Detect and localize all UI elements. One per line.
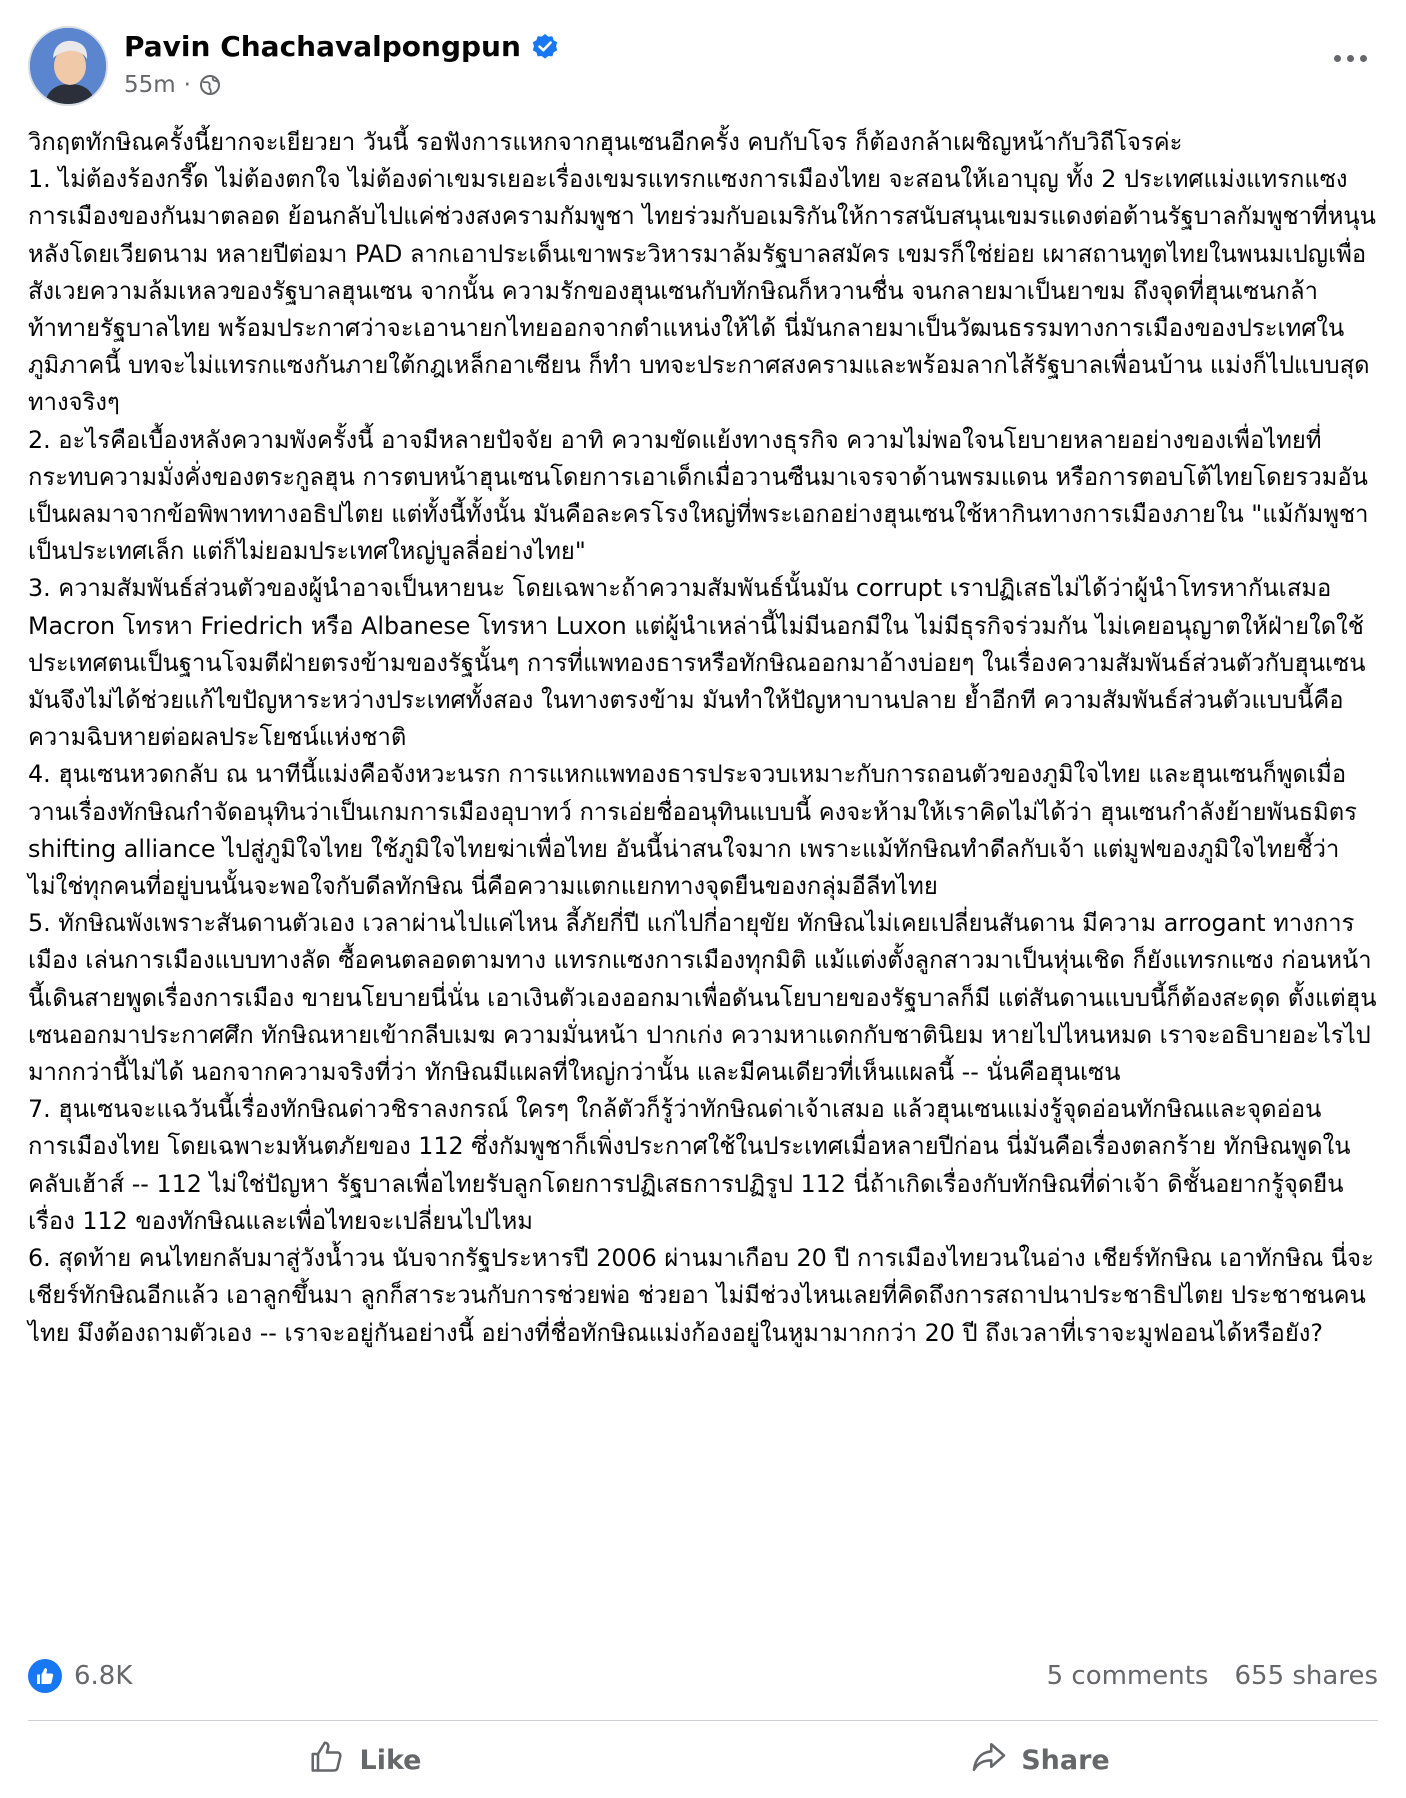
post-body <box>28 124 1380 1352</box>
shares-count[interactable]: 655 shares <box>1234 1661 1378 1691</box>
author-name[interactable] <box>124 30 559 63</box>
verified-badge-icon <box>531 33 559 61</box>
post-paragraph: 1. ไม่ต้องร้องกรี๊ด ไม่ต้องตกใจ ไม่ต้องด่าเขมรเยอะเรื่องเขมรแทรกแซงการเมืองไทย จะสอนให้เอาบุญ ทั้ง 2 ประเทศแม่งแทรกแซงการเมืองของกันมาตลอด ย้อนกลับไปแค่ช่วงสงครามกัมพูชา ไทยร่วมกับอเมริกันให้การสนับสนุนเขมรแดงต่อต้านรัฐบาลกัมพูชาที่หนุนหลังโดยเวียดนาม หลายปีต่อมา PAD ลากเอาประเด็นเขาพระวิหารมาล้มรัฐบาลสมัคร เขมรก็ใช่ย่อย เผาสถานทูตไทยในพนมเปญเพื่อสังเวยความล้มเหลวของรัฐบาลฮุนเซน จากนั้น ความรักของฮุนเซนกับทักษิณก็หวานชื่น จนกลายมาเป็นยาขม ถึงจุดที่ฮุนเซนกล้าท้าทายรัฐบาลไทย พร้อมประกาศว่าจะเอานายกไทยออกจากตำแหน่งให้ได้ นี่มันกลายมาเป็นวัฒนธรรมทางการเมืองของประเทศในภูมิภาคนี้ บทจะไม่แทรกแซงกันภายใต้กฎเหล็กอาเซียน ก็ทำ บทจะประกาศสงครามและพร้อมลากไส้รัฐบาลเพื่อนบ้าน แม่งก็ไปแบบสุดทางจริงๆ <box>28 165 1376 417</box>
post-timestamp[interactable]: 55m <box>124 72 176 98</box>
post-paragraph: 2. อะไรคือเบื้องหลังความพังครั้งนี้ อาจมีหลายปัจจัย อาทิ ความขัดแย้งทางธุรกิจ ความไม่พอใจนโยบายหลายอย่างของเพื่อไทยที่กระทบความมั่งคั่งของตระกูลฮุน การตบหน้าฮุนเซนโดยการเอาเด็กเมื่อวานซืนมาเจรจาด้านพรมแดน หรือการตอบโต้ไทยโดยรวมอันเป็นผลมาจากข้อพิพาททางอธิปไตย แต่ทั้งนี้ทั้งนั้น มันคือละครโรงใหญ่ที่พระเอกอย่างฮุนเซนใช้หากินทางการเมืองภายใน "แม้กัมพูชาเป็นประเทศเล็ก แต่ก็ไม่ยอมประเทศใหญ่บูลลี่อย่างไทย" <box>28 425 1369 566</box>
post-actions <box>28 1730 1378 1790</box>
divider <box>28 1720 1378 1721</box>
post-meta <box>124 72 221 98</box>
author-name-text[interactable]: Pavin Chachavalpongpun <box>124 30 521 63</box>
thumbs-up-outline-icon <box>309 1739 345 1782</box>
post-paragraph: 5. ทักษิณพังเพราะสันดานตัวเอง เวลาผ่านไปแค่ไหน ลี้ภัยกี่ปี แก่ไปกี่อายุขัย ทักษิณไม่เคยเปลี่ยนสันดาน มีความ arrogant ทางการเมือง เล่นการเมืองแบบทางลัด ซื้อคนตลอดตามทาง แทรกแซงการเมืองทุกมิติ แม้แต่งตั้งลูกสาวมาเป็นหุ่นเชิด ก็ยังแทรกแซง ก่อนหน้านี้เดินสายพูดเรื่องการเมือง ขายนโยบายนี่นั่น เอาเงินตัวเองออกมาเพื่อดันนโยบายของรัฐบาลก็มี แต่สันดานแบบนี้ก็ต้องสะดุด ตั้งแต่ฮุนเซนออกมาประกาศศึก ทักษิณหายเข้ากลีบเมฆ ความมั่นหน้า ปากเก่ง ความหาแดกกับชาตินิยม หายไปไหนหมด เราจะอธิบายอะไรไปมากกว่านี้ไม่ได้ นอกจากความจริงที่ว่า ทักษิณมีแผลที่ใหญ่กว่านั้น และมีคนเดียวที่เห็นแผลนี้ -- นั่นคือฮุนเซน <box>28 909 1377 1087</box>
thumbs-up-icon[interactable] <box>28 1659 62 1693</box>
post-paragraph: 7. ฮุนเซนจะแฉวันนี้เรื่องทักษิณด่าวชิราลงกรณ์ ใครๆ ใกล้ตัวก็รู้ว่าทักษิณด่าเจ้าเสมอ แล้วฮุนเซนแม่งรู้จุดอ่อนทักษิณและจุดอ่อนการเมืองไทย โดยเฉพาะมหันตภัยของ 112 ซึ่งกัมพูชาก็เพิ่งประกาศใช้ในประเทศเมื่อหลายปีก่อน นี่มันคือเรื่องตลกร้าย ทักษิณพูดในคลับเฮ้าส์ -- 112 ไม่ใช่ปัญหา รัฐบาลเพื่อไทยรับลูกโดยการปฏิเสธการปฏิรูป 112 นี่ถ้าเกิดเรื่องกับทักษิณที่ด่าเจ้า ดิชั้นอยากรู้จุดยืนเรื่อง 112 ของทักษิณและเพื่อไทยจะเปลี่ยนไปไหม <box>28 1095 1351 1235</box>
comments-count[interactable]: 5 comments <box>1046 1661 1209 1691</box>
like-button[interactable] <box>28 1732 703 1788</box>
post-header <box>28 26 1378 106</box>
post-paragraph: วิกฤตทักษิณครั้งนี้ยากจะเยียวยา วันนี้ รอฟังการแหกจากฮุนเซนอีกครั้ง คบกับโจร ก็ต้องกล้าเผชิญหน้ากับวิถีโจรค่ะ <box>28 128 1183 156</box>
post-paragraph: 3. ความสัมพันธ์ส่วนตัวของผู้นำอาจเป็นหายนะ โดยเฉพาะถ้าความสัมพันธ์นั้นมัน corrupt เราปฏิเสธไม่ได้ว่าผู้นำโทรหากันเสมอ Macron โทรหา Friedrich หรือ Albanese โทรหา Luxon แต่ผู้นำเหล่านี้ไม่มีนอกมีใน ไม่มีธุรกิจร่วมกัน ไม่เคยอนุญาตให้ฝ่ายใดใช้ประเทศตนเป็นฐานโจมตีฝ่ายตรงข้ามของรัฐนั้นๆ การที่แพทองธารหรือทักษิณออกมาอ้างบ่อยๆ ในเรื่องความสัมพันธ์ส่วนตัวกับฮุนเซนมันจึงไม่ได้ช่วยแก้ไขปัญหาระหว่างประเทศทั้งสอง ในทางตรงข้าม มันทำให้ปัญหาบานปลาย ย้ำอีกที ความสัมพันธ์ส่วนตัวแบบนี้คือความฉิบหายต่อผลประโยชน์แห่งชาติ <box>28 574 1366 752</box>
post-paragraph: 4. ฮุนเซนหวดกลับ ณ นาทีนี้แม่งคือจังหวะนรก การแหกแพทองธารประจวบเหมาะกับการถอนตัวของภูมิใจไทย และฮุนเซนก็พูดเมื่อวานเรื่องทักษิณกำจัดอนุทินว่าเป็นเกมการเมืองอุบาทว์ การเอ่ยชื่ออนุทินแบบนี้ คงจะห้ามให้เราคิดไม่ได้ว่า ฮุนเซนกำลังย้ายพันธมิตร shifting alliance ไปสู่ภูมิใจไทย ใช้ภูมิใจไทยฆ่าเพื่อไทย อันนี้น่าสนใจมาก เพราะแม้ทักษิณทำดีลกับเจ้า แต่มูฟของภูมิใจไทยชี้ว่า ไม่ใช่ทุกคนที่อยู่บนนั้นจะพอใจกับดีลทักษิณ นี่คือความแตกแยกทางจุดยืนของกลุ่มอีลีทไทย <box>28 760 1358 901</box>
like-count[interactable]: 6.8K <box>74 1661 133 1691</box>
share-button-label: Share <box>1021 1744 1110 1776</box>
more-options-icon[interactable] <box>1322 38 1378 78</box>
avatar[interactable] <box>28 26 108 106</box>
reactions-bar <box>28 1656 1378 1696</box>
globe-icon[interactable] <box>199 74 221 96</box>
share-arrow-icon <box>971 1739 1007 1782</box>
meta-separator: · <box>183 72 191 98</box>
share-button[interactable] <box>703 1732 1378 1788</box>
engagement-counts <box>1047 1661 1378 1691</box>
post-paragraph: 6. สุดท้าย คนไทยกลับมาสู่วังน้ำวน นับจากรัฐประหารปี 2006 ผ่านมาเกือบ 20 ปี การเมืองไทยวนในอ่าง เชียร์ทักษิณ เอาทักษิณ นี่จะเชียร์ทักษิณอีกแล้ว เอาลูกขึ้นมา ลูกก็สาระวนกับการช่วยพ่อ ช่วยอา ไม่มีช่วงไหนเลยที่คิดถึงการสถาปนาประชาธิปไตย ประชาชนคนไทย มึงต้องถามตัวเอง -- เราจะอยู่กันอย่างนี้ อย่างที่ชื่อทักษิณแม่งก้องอยู่ในหูมามากกว่า 20 ปี ถึงเวลาที่เราจะมูฟออนได้หรือยัง? <box>28 1244 1374 1347</box>
like-button-label: Like <box>359 1744 422 1776</box>
